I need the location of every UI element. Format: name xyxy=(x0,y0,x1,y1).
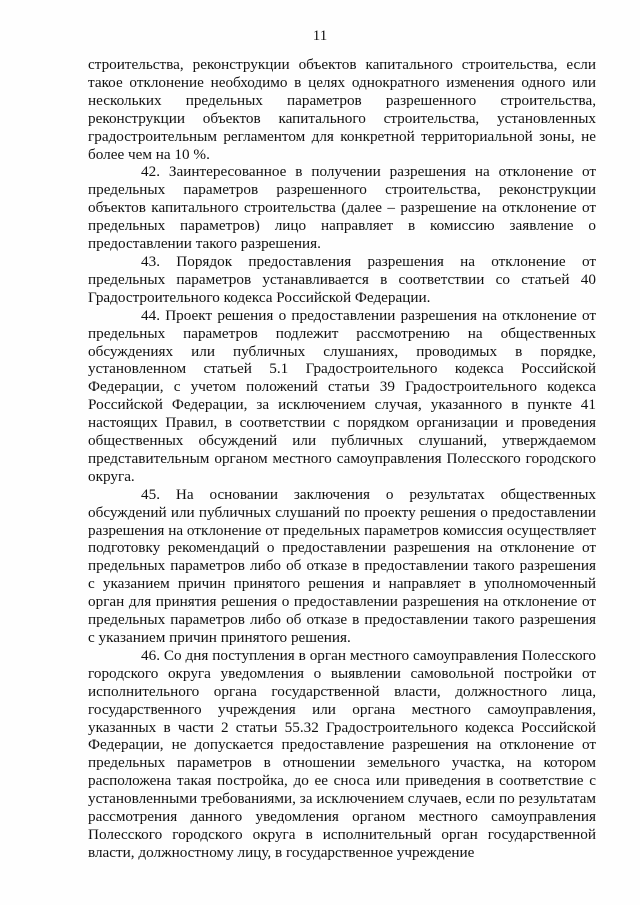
paragraph-continuation: строительства, реконструкции объектов капитального строительства, если такое отклонение необходимо в целях однократного изменения одного или нескольких предельных параметров разрешенного строительства, реконструкции объектов капитального строительства, установленных градостроительным регламентом для конкретной территориальной зоны, не более чем на 10 %. xyxy=(88,56,596,163)
paragraph-42: 42. Заинтересованное в получении разрешения на отклонение от предельных параметров разрешенного строительства, реконструкции объектов капитального строительства (далее – разрешение на отклонение от предельных параметров) лицо направляет в комиссию заявление о предоставлении такого разрешения. xyxy=(88,163,596,253)
body-text xyxy=(88,56,596,862)
paragraph-44: 44. Проект решения о предоставлении разрешения на отклонение от предельных параметров подлежит рассмотрению на общественных обсуждениях или публичных слушаниях, проводимых в порядке, установленном статьей 5.1 Градостроительного кодекса Российской Федерации, с учетом положений статьи 39 Градостроительного кодекса Российской Федерации, за исключением случая, указанного в пункте 41 настоящих Правил, в соответствии с порядком организации и проведения общественных обсуждений или публичных слушаний, утверждаемом представительным органом местного самоуправления Полесского городского округа. xyxy=(88,306,596,485)
paragraph-43: 43. Порядок предоставления разрешения на отклонение от предельных параметров устанавливается в соответствии со статьей 40 Градостроительного кодекса Российской Федерации. xyxy=(88,252,596,306)
page-number: 11 xyxy=(312,28,328,44)
paragraph-46: 46. Со дня поступления в орган местного самоуправления Полесского городского округа уведомления о выявлении самовольной постройки от исполнительного органа государственной власти, должностного лица, государственного учреждения или органа местного самоуправления, указанных в части 2 статьи 55.32 Градостроительного кодекса Российской Федерации, не допускается предоставление разрешения на отклонение от предельных параметров в отношении земельного участка, на котором расположена такая постройка, до ее сноса или приведения в соответствие с установленными требованиями, за исключением случаев, если по результатам рассмотрения данного уведомления органом местного самоуправления Полесского городского округа в исполнительный орган государственной власти, должностному лицу, в государственное учреждение xyxy=(88,646,596,861)
paragraph-45: 45. На основании заключения о результатах общественных обсуждений или публичных слушаний по проекту решения о предоставлении разрешения на отклонение от предельных параметров комиссия осуществляет подготовку рекомендаций о предоставлении разрешения на отклонение от предельных параметров либо об отказе в предоставлении такого разрешения с указанием причин принятого решения и направляет в уполномоченный орган для принятия решения о предоставлении разрешения на отклонение от предельных параметров либо об отказе в предоставлении такого разрешения с указанием причин принятого решения. xyxy=(88,485,596,646)
